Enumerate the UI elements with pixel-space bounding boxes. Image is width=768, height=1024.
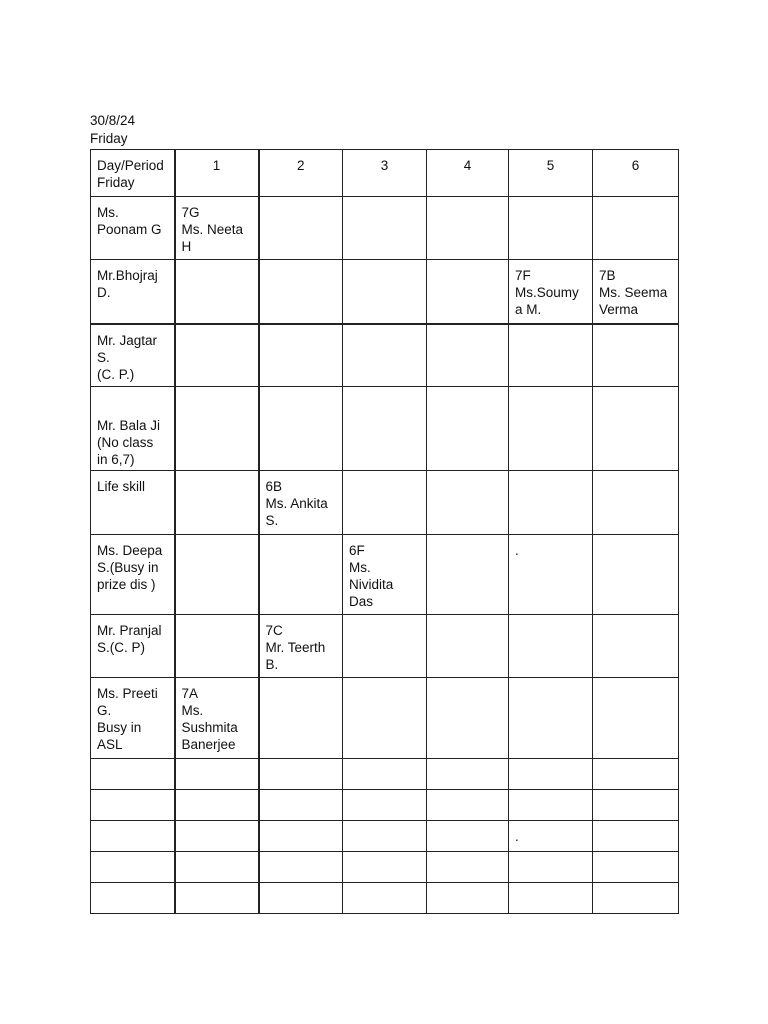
day-text: Friday <box>90 131 128 146</box>
header-cell-period-5: 5 <box>509 150 593 197</box>
period-cell <box>259 852 343 883</box>
table-row <box>91 387 679 471</box>
header-cell-day-period: Day/Period Friday <box>91 150 175 197</box>
period-cell <box>509 197 593 260</box>
period-cell: 7F Ms.Soumy a M. <box>509 260 593 324</box>
table-row <box>91 852 679 883</box>
period-cell <box>343 790 427 821</box>
period-cell <box>175 387 259 471</box>
period-cell <box>343 678 427 759</box>
period-cell: 7C Mr. Teerth B. <box>259 615 343 678</box>
period-cell <box>259 324 343 387</box>
period-cell <box>593 883 679 914</box>
period-cell: 7A Ms. Sushmita Banerjee <box>175 678 259 759</box>
date-text: 30/8/24 <box>90 113 136 128</box>
teacher-cell: Ms. Preeti G. Busy in ASL <box>91 678 175 759</box>
period-cell: . <box>509 535 593 615</box>
teacher-cell: Mr. Bala Ji (No class in 6,7) <box>91 387 175 471</box>
table-row <box>91 535 679 615</box>
period-cell <box>509 678 593 759</box>
period-cell <box>259 197 343 260</box>
teacher-cell: Mr.Bhojraj D. <box>91 260 175 324</box>
period-cell <box>427 324 509 387</box>
period-cell <box>509 471 593 535</box>
period-cell <box>427 535 509 615</box>
header-cell-period-1: 1 <box>175 150 259 197</box>
table-row <box>91 324 679 387</box>
table-row <box>91 615 679 678</box>
period-cell <box>509 615 593 678</box>
period-cell <box>427 883 509 914</box>
period-cell <box>593 759 679 790</box>
period-cell <box>343 615 427 678</box>
period-cell <box>427 821 509 852</box>
period-cell <box>259 759 343 790</box>
period-cell <box>343 759 427 790</box>
period-cell <box>509 324 593 387</box>
period-cell <box>175 471 259 535</box>
table-row <box>91 790 679 821</box>
teacher-cell: Ms. Poonam G <box>91 197 175 260</box>
teacher-cell <box>91 759 175 790</box>
period-cell <box>593 615 679 678</box>
period-cell <box>343 852 427 883</box>
period-cell <box>175 790 259 821</box>
period-cell <box>343 260 427 324</box>
period-cell <box>259 883 343 914</box>
period-cell: 6B Ms. Ankita S. <box>259 471 343 535</box>
period-cell <box>593 678 679 759</box>
period-cell <box>175 535 259 615</box>
period-cell <box>175 852 259 883</box>
period-cell <box>427 471 509 535</box>
period-cell <box>509 790 593 821</box>
period-cell <box>509 387 593 471</box>
period-cell <box>343 197 427 260</box>
period-cell <box>259 387 343 471</box>
period-cell <box>593 197 679 260</box>
period-cell <box>175 821 259 852</box>
period-cell <box>593 324 679 387</box>
table-row <box>91 197 679 260</box>
period-cell <box>593 535 679 615</box>
period-cell: 7G Ms. Neeta H <box>175 197 259 260</box>
teacher-cell <box>91 852 175 883</box>
period-cell <box>427 615 509 678</box>
timetable <box>90 149 679 914</box>
period-cell <box>343 387 427 471</box>
header-cell-period-3: 3 <box>343 150 427 197</box>
period-cell <box>593 821 679 852</box>
period-cell <box>175 324 259 387</box>
table-row <box>91 471 679 535</box>
period-cell <box>427 260 509 324</box>
header-cell-period-6: 6 <box>593 150 679 197</box>
period-cell <box>509 883 593 914</box>
period-cell <box>259 260 343 324</box>
teacher-cell <box>91 821 175 852</box>
table-row <box>91 759 679 790</box>
period-cell: 6F Ms. Nividita Das <box>343 535 427 615</box>
period-cell <box>509 759 593 790</box>
table-row <box>91 821 679 852</box>
period-cell <box>343 324 427 387</box>
period-cell: . <box>509 821 593 852</box>
period-cell <box>259 535 343 615</box>
period-cell <box>259 678 343 759</box>
period-cell <box>343 883 427 914</box>
teacher-cell: Ms. Deepa S.(Busy in prize dis ) <box>91 535 175 615</box>
period-cell <box>175 615 259 678</box>
period-cell <box>593 790 679 821</box>
period-cell <box>509 852 593 883</box>
period-cell <box>427 197 509 260</box>
period-cell <box>175 260 259 324</box>
header-cell-period-2: 2 <box>259 150 343 197</box>
teacher-cell: Mr. Jagtar S. (C. P.) <box>91 324 175 387</box>
teacher-cell: Mr. Pranjal S.(C. P) <box>91 615 175 678</box>
period-cell <box>593 471 679 535</box>
table-row <box>91 260 679 324</box>
table-row <box>91 883 679 914</box>
header-cell-period-4: 4 <box>427 150 509 197</box>
period-cell <box>259 790 343 821</box>
period-cell <box>259 821 343 852</box>
period-cell: 7B Ms. Seema Verma <box>593 260 679 324</box>
period-cell <box>343 471 427 535</box>
table-row <box>91 678 679 759</box>
period-cell <box>175 759 259 790</box>
period-cell <box>427 790 509 821</box>
teacher-cell <box>91 883 175 914</box>
period-cell <box>427 759 509 790</box>
period-cell <box>427 387 509 471</box>
period-cell <box>427 678 509 759</box>
period-cell <box>593 852 679 883</box>
document-heading <box>90 112 135 148</box>
teacher-cell <box>91 790 175 821</box>
header-row <box>91 150 679 197</box>
period-cell <box>175 883 259 914</box>
period-cell <box>427 852 509 883</box>
period-cell <box>343 821 427 852</box>
teacher-cell: Life skill <box>91 471 175 535</box>
period-cell <box>593 387 679 471</box>
